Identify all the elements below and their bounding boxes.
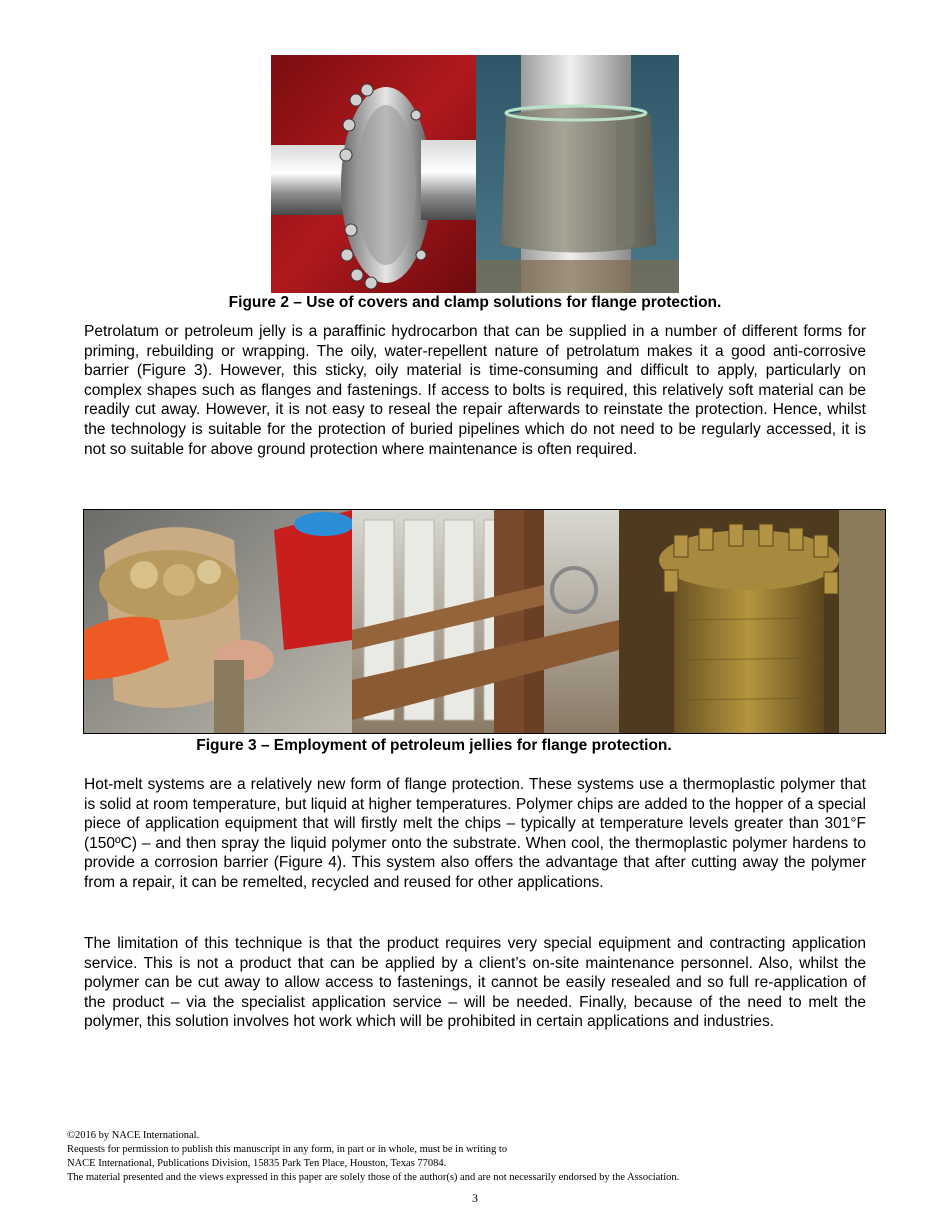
footer-permission: Requests for permission to publish this manuscript in any form, in part or in whole, must be in writing to [67,1144,508,1155]
footer-disclaimer: The material presented and the views expressed in this paper are solely those of the author(s) and are not necessarily endorsed by the Association. [67,1172,680,1183]
figure2-photo-clamp-cover [476,55,679,293]
body-paragraph-petrolatum: Petrolatum or petroleum jelly is a paraffinic hydrocarbon that can be supplied in a number of different forms for priming, rebuilding or wrapping. The oily, water-repellent nature of petrolatum makes it a good anti-corrosive barrier (Figure 3). However, this sticky, oily material is time-consuming and difficult to apply, particularly on complex shapes such as flanges and fastenings. If access to bolts is required, this relatively soft material can be readily cut away. However, it is not easy to reseal the repair afterwards to reinstate the protection. Hence, whilst the technology is suitable for the protection of buried pipelines which do not need to be regularly accessed, it is not so suitable for above ground protection where maintenance is often required. [84,323,866,458]
figure3-photo-strip [83,509,886,734]
figure2-caption: Figure 2 – Use of covers and clamp solutions for flange protection. [228,294,722,311]
figure3-caption [0,737,950,755]
body-paragraph-hot-melt: Hot-melt systems are a relatively new form of flange protection. These systems use a thermoplastic polymer that is solid at room temperature, but liquid at higher temperatures. Polymer chips are added to the hopper of a special piece of application equipment that will firstly melt the chips – typically at temperature levels greater than 301°F (150ºC) – and then spray the liquid polymer onto the substrate. When cool, the thermoplastic polymer hardens to provide a corrosion barrier (Figure 4). This system also offers the advantage that after cutting away the polymer from a repair, it can be remelted, recycled and reused for other applications. [84,776,866,891]
figure3-caption-text: Figure 3 – Employment of petroleum jellies for flange protection. [196,737,672,754]
footer [67,1129,887,1185]
body-paragraph-limitation: The limitation of this technique is that the product requires very special equipment and contracting application service. This is not a product that can be applied by a client’s on-site maintenance personnel. Also, whilst the polymer can be cut away to allow access to fastenings, it cannot be easily resealed and so full re-application of the product – via the specialist application service – will be needed. Finally, because of the need to melt the polymer, this solution involves hot work which will be prohibited in certain applications and industries. [84,935,866,1031]
page-number: 3 [472,1191,478,1205]
footer-address: NACE International, Publications Division, 15835 Park Ten Place, Houston, Texas 77084. [67,1158,447,1169]
figure2-photo-flange-cover [271,55,476,293]
footer-copyright: ©2016 by NACE International. [67,1130,200,1141]
